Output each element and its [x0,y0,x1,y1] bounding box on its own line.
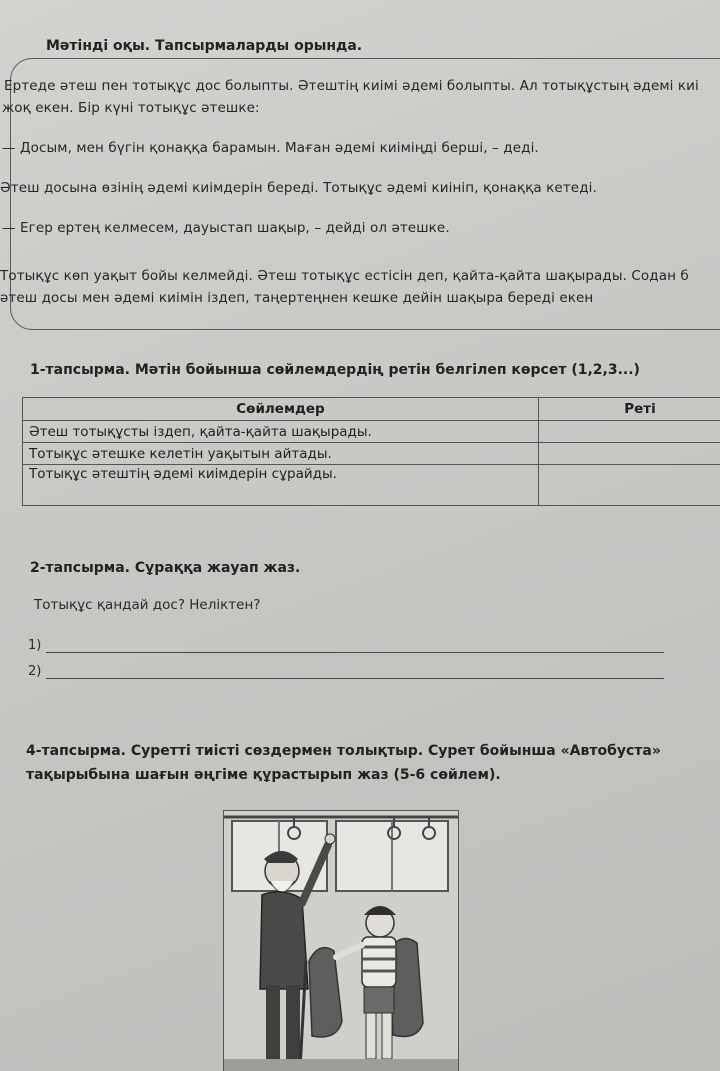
table-header-row [23,398,720,421]
task2-question: Тотықұс қандай дос? Неліктен? [34,597,261,613]
answer-line-2[interactable] [46,664,664,679]
task4-title-line2: тақырыбына шағын әңгіме құрастырып жаз (5-6 сөйлем). [26,767,501,783]
sentence-cell: Әтеш тотықұсты іздеп, қайта-қайта шақырады. [23,421,539,443]
text-line-7: әтеш досы мен әдемі киімін іздеп, таңертеңнен кешке дейін шақыра береді екен [0,290,594,306]
table-row [23,465,720,506]
sentence-cell: Тотықұс әтешке келетін уақытын айтады. [23,443,539,465]
text-line-1: Ертеде әтеш пен тотықұс дос болыпты. Әтештің киімі әдемі болыпты. Ал тотықұстың әдемі киі [4,78,699,94]
answer-line-1[interactable] [46,638,664,653]
text-line-3: — Досым, мен бүгін қонаққа барамын. Маған әдемі киіміңді берші, – деді. [2,140,539,156]
bus-scene-illustration [223,810,459,1071]
text-line-5: — Егер ертең келмесем, дауыстап шақыр, – дейді ол әтешке. [2,220,450,236]
table-row [23,421,720,443]
task2-title: 2-тапсырма. Сұраққа жауап жаз. [30,560,301,576]
order-header: Реті [539,398,720,421]
task4-title-line1: 4-тапсырма. Суретті тиісті сөздермен толықтыр. Сурет бойынша «Автобуста» [26,743,661,759]
answer-label-2: 2) [28,664,42,679]
order-cell[interactable] [539,421,720,443]
page-title: Мәтінді оқы. Тапсырмаларды орында. [46,38,363,54]
answer-label-1: 1) [28,638,42,653]
sentence-cell: Тотықұс әтештің әдемі киімдерін сұрайды. [23,465,539,506]
sentence-order-table [22,397,720,506]
text-line-2: жоқ екен. Бір күні тотықұс әтешке: [2,100,260,116]
text-line-4: Әтеш досына өзінің әдемі киімдерін береді. Тотықұс әдемі киініп, қонаққа кетеді. [0,180,597,196]
task1-title: 1-тапсырма. Мәтін бойынша сөйлемдердің ретін белгілеп көрсет (1,2,3...) [30,362,640,378]
text-line-6: Тотықұс көп уақыт бойы келмейді. Әтеш тотықұс естісін деп, қайта-қайта шақырады. Содан б [0,268,689,284]
sentences-header: Сөйлемдер [23,398,539,421]
order-cell[interactable] [539,443,720,465]
order-cell[interactable] [539,465,720,506]
table-row [23,443,720,465]
